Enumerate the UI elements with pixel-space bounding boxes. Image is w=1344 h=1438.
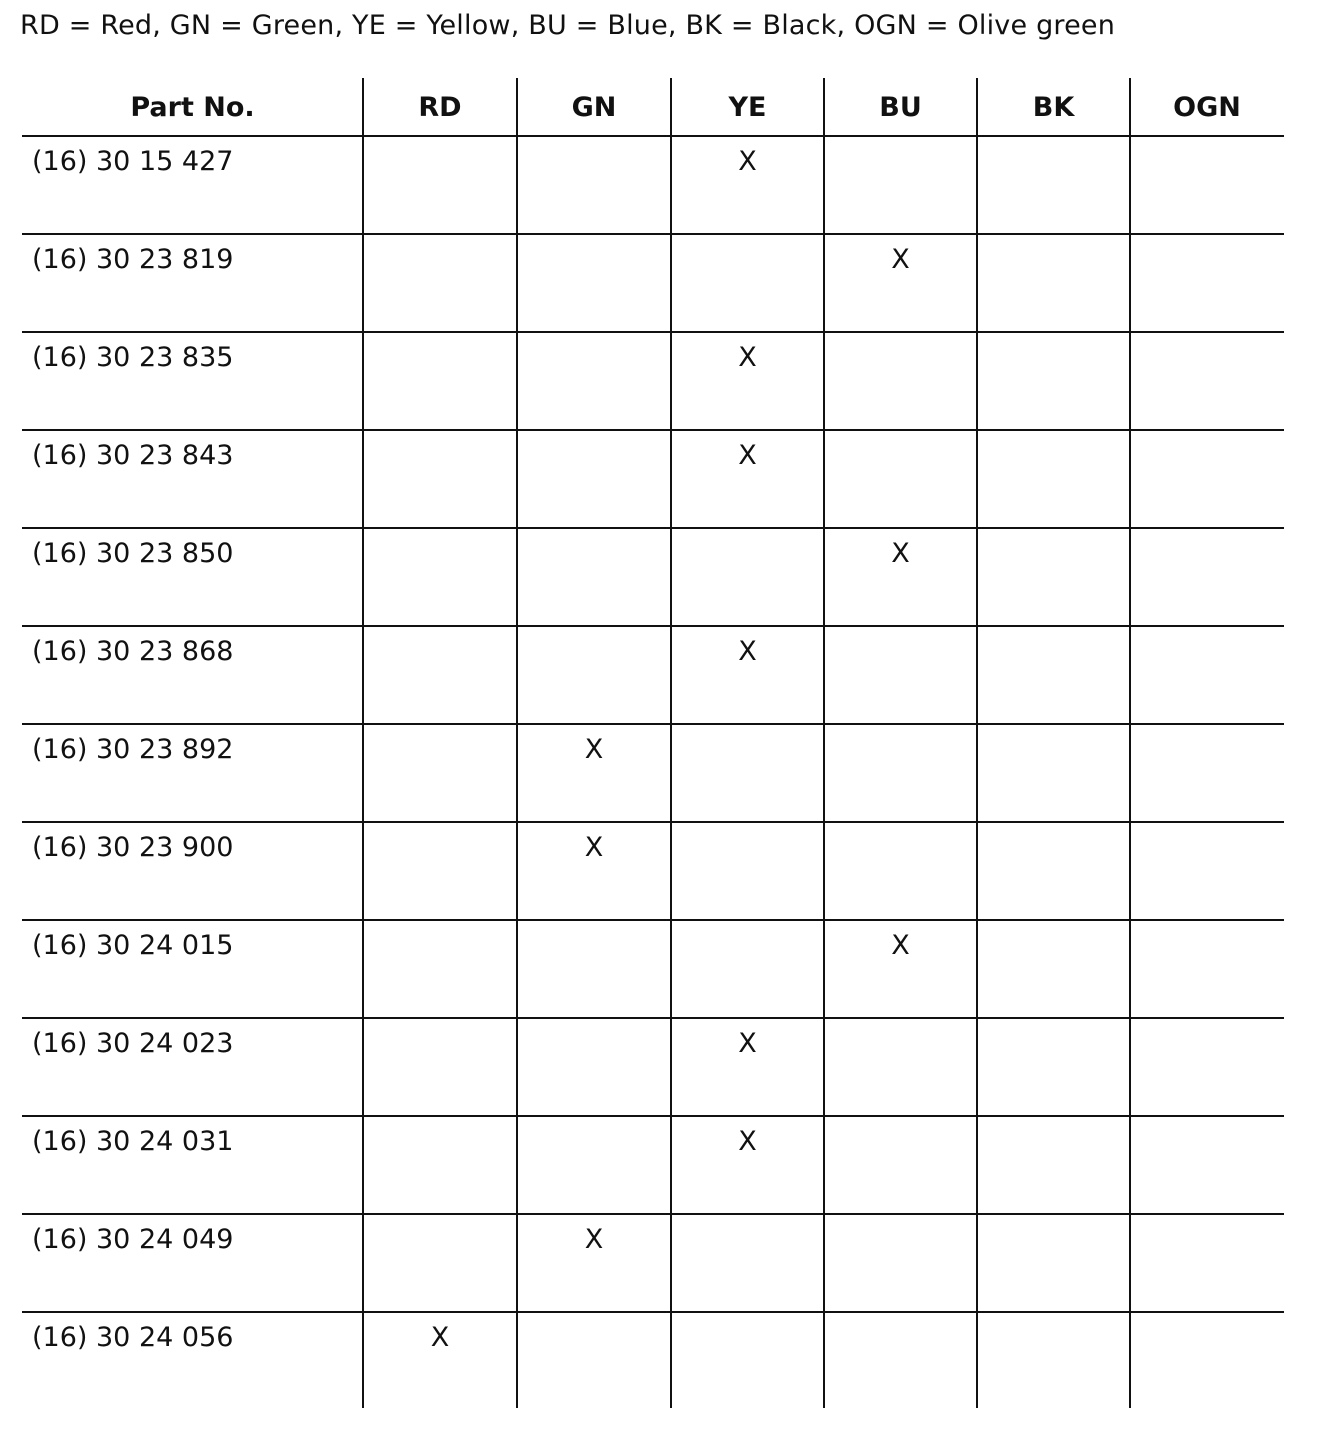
part-number-cell: (16) 30 24 015 (32, 930, 234, 961)
part-number-cell: (16) 30 24 049 (32, 1224, 234, 1255)
row-divider (22, 1017, 1284, 1019)
part-number-cell: (16) 30 23 900 (32, 832, 234, 863)
part-number-cell: (16) 30 23 892 (32, 734, 234, 765)
row-divider (22, 1311, 1284, 1313)
color-mark-ye: X (738, 636, 757, 667)
part-number-cell: (16) 30 24 023 (32, 1028, 234, 1059)
header-rd: RD (418, 91, 462, 123)
column-divider (362, 78, 364, 1408)
color-mark-bu: X (891, 538, 910, 569)
row-divider (22, 331, 1284, 333)
color-mark-bu: X (891, 930, 910, 961)
color-mark-ye: X (738, 440, 757, 471)
column-divider (976, 78, 978, 1408)
row-divider (22, 135, 1284, 137)
row-divider (22, 821, 1284, 823)
color-mark-ye: X (738, 146, 757, 177)
header-gn: GN (571, 91, 617, 123)
row-divider (22, 919, 1284, 921)
header-part-no: Part No. (130, 91, 255, 123)
part-number-cell: (16) 30 24 056 (32, 1322, 234, 1353)
part-number-cell: (16) 30 23 850 (32, 538, 234, 569)
header-bu: BU (879, 91, 922, 123)
color-mark-gn: X (584, 734, 604, 765)
header-ogn: OGN (1173, 91, 1241, 123)
row-divider (22, 429, 1284, 431)
color-mark-bu: X (891, 244, 910, 275)
parts-color-table (22, 78, 1284, 1408)
part-number-cell: (16) 30 15 427 (32, 146, 234, 177)
color-mark-ye: X (738, 1028, 757, 1059)
column-divider (823, 78, 825, 1408)
part-number-cell: (16) 30 23 835 (32, 342, 234, 373)
row-divider (22, 527, 1284, 529)
header-bk: BK (1032, 91, 1075, 123)
part-number-cell: (16) 30 23 843 (32, 440, 234, 471)
color-legend: RD = Red, GN = Green, YE = Yellow, BU = Blue, BK = Black, OGN = Olive green (20, 10, 1116, 41)
color-mark-ye: X (738, 342, 757, 373)
color-mark-gn: X (584, 1224, 604, 1255)
part-number-cell: (16) 30 23 868 (32, 636, 234, 667)
row-divider (22, 233, 1284, 235)
header-ye: YE (728, 91, 767, 123)
color-mark-ye: X (738, 1126, 757, 1157)
row-divider (22, 1115, 1284, 1117)
row-divider (22, 625, 1284, 627)
part-number-cell: (16) 30 24 031 (32, 1126, 234, 1157)
color-mark-rd: X (430, 1322, 450, 1353)
column-divider (1129, 78, 1131, 1408)
row-divider (22, 723, 1284, 725)
part-number-cell: (16) 30 23 819 (32, 244, 234, 275)
row-divider (22, 1213, 1284, 1215)
color-mark-gn: X (584, 832, 604, 863)
